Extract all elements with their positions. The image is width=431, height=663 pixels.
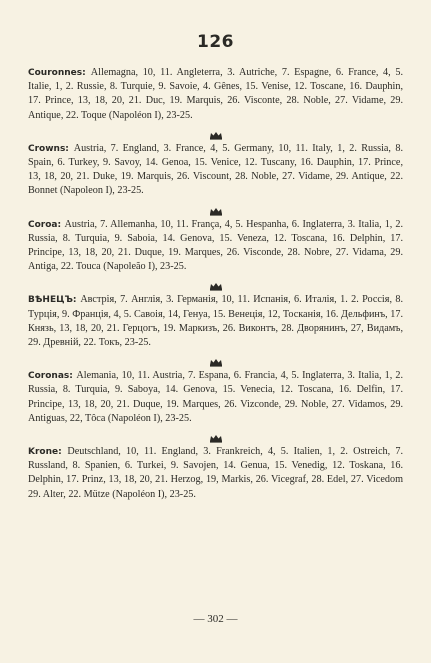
entry-headword: Coronas: [28, 371, 73, 382]
entry-headword: Coroa: [28, 219, 62, 230]
dictionary-entries [28, 66, 403, 502]
crown-ornament-icon [28, 125, 403, 139]
entry-text: Австрія, 7. Англія, 3. Германія, 10, 11. Испанія, 6. Италія, 1. 2. Россія, 8. Турція, 9. Франція, 4, 5. Савоія, 14, Генуа, 15. Венеція, 12, Тосканія, 16. Дельфинъ, 17. Князь, 13, 18, 20, 21. Герцогъ, 19. Маркизъ, 26. Виконтъ, 28. Дворянинъ, 27, Видамъ, 29. Древній, 22. Токъ, 23-25. [28, 294, 404, 349]
entry-coroa [28, 218, 403, 275]
entry-text: Deutschland, 10, 11. England, 3. Frankreich, 4, 5. Italien, 1, 2. Ostreich, 7. Russland, 8. Spanien, 6. Turkei, 9. Savojen, 14. Genua, 15. Venedig, 12. Toskana, 16. Delphin, 17. Prinz, 13, 18, 20, 21. Herzog, 19, Markis, 26. Vicegraf, 28. Edel, 27. Vicedom 29. Alter, 22. Mütze (Napoléon I), 23-25. [28, 446, 403, 500]
page-number-bottom: — 302 — [193, 613, 238, 625]
crown-ornament-icon [28, 428, 403, 442]
entry-text: Austria, 7. England, 3. France, 4, 5. Germany, 10, 11. Italy, 1, 2. Russia, 8. Spain, 6. Turkey, 9. Savoy, 14. Genoa, 15. Venice, 12. Tuscany, 16. Dauphin, 17. Prince, 13, 18, 20, 21. Duke, 19. Marquis, 26. Viscount, 28. Noble, 27. Vidame, 29. Antique, 22. Bonnet (Napoleon I), 23-25. [28, 142, 404, 197]
entry-headword: ВѢНЕЦЪ: [28, 295, 77, 306]
entry-coronas [28, 369, 403, 426]
entry-crowns [28, 142, 403, 199]
crown-ornament-icon [28, 201, 403, 215]
entry-couronnes [28, 66, 403, 123]
page-number-top: 126 [197, 32, 234, 52]
entry-headword: Couronnes: [28, 68, 86, 78]
entry-text: Austria, 7. Allemanha, 10, 11. França, 4, 5. Hespanha, 6. Inglaterra, 3. Italia, 1, 2. Russia, 8. Turquia, 9. Saboia, 14. Genova, 15. Veneza, 12. Toscana, 16. Delphin, 17. Principe, 13, 18, 20, 21. Duque, 19. Marques, 26. Visconde, 28. Nobre, 27. Vidama, 29. Antiga, 22. Touca (Napoleão I), 23-25. [28, 218, 404, 273]
entry-venets [28, 293, 403, 350]
entry-text: Alemania, 10, 11. Austria, 7. Espana, 6. Francia, 4, 5. Inglaterra, 3. Italia, 1, 2. Russia, 8. Turquia, 9. Saboya, 14. Genova, 15. Venecia, 12. Toscana, 16. Delfin, 17. Principe, 13, 18, 20, 21. Duque, 19. Marques, 26. Vizconde, 29. Noble, 27. Vidamos, 29. Antiguas, 22, Tôca (Napoléon I), 23-25. [28, 370, 403, 424]
entry-krone [28, 445, 403, 502]
crown-ornament-icon [28, 352, 403, 366]
crown-ornament-icon [28, 276, 403, 290]
entry-headword: Krone: [28, 447, 62, 458]
entry-text: Allemagna, 10, 11. Angleterra, 3. Autriche, 7. Espagne, 6. France, 4, 5. Italie, 1, 2. Russie, 8. Turquie, 9. Savoie, 4. Gênes, 15. Venise, 12. Toscane, 16. Dauphin, 17. Prince, 13, 18, 20, 21. Duc, 19. Marquis, 26. Visconte, 28. Noble, 27. Vidame, 29. Antique, 22. Toque (Napoléon I), 23-25. [28, 67, 403, 121]
entry-headword: Crowns: [28, 143, 69, 154]
